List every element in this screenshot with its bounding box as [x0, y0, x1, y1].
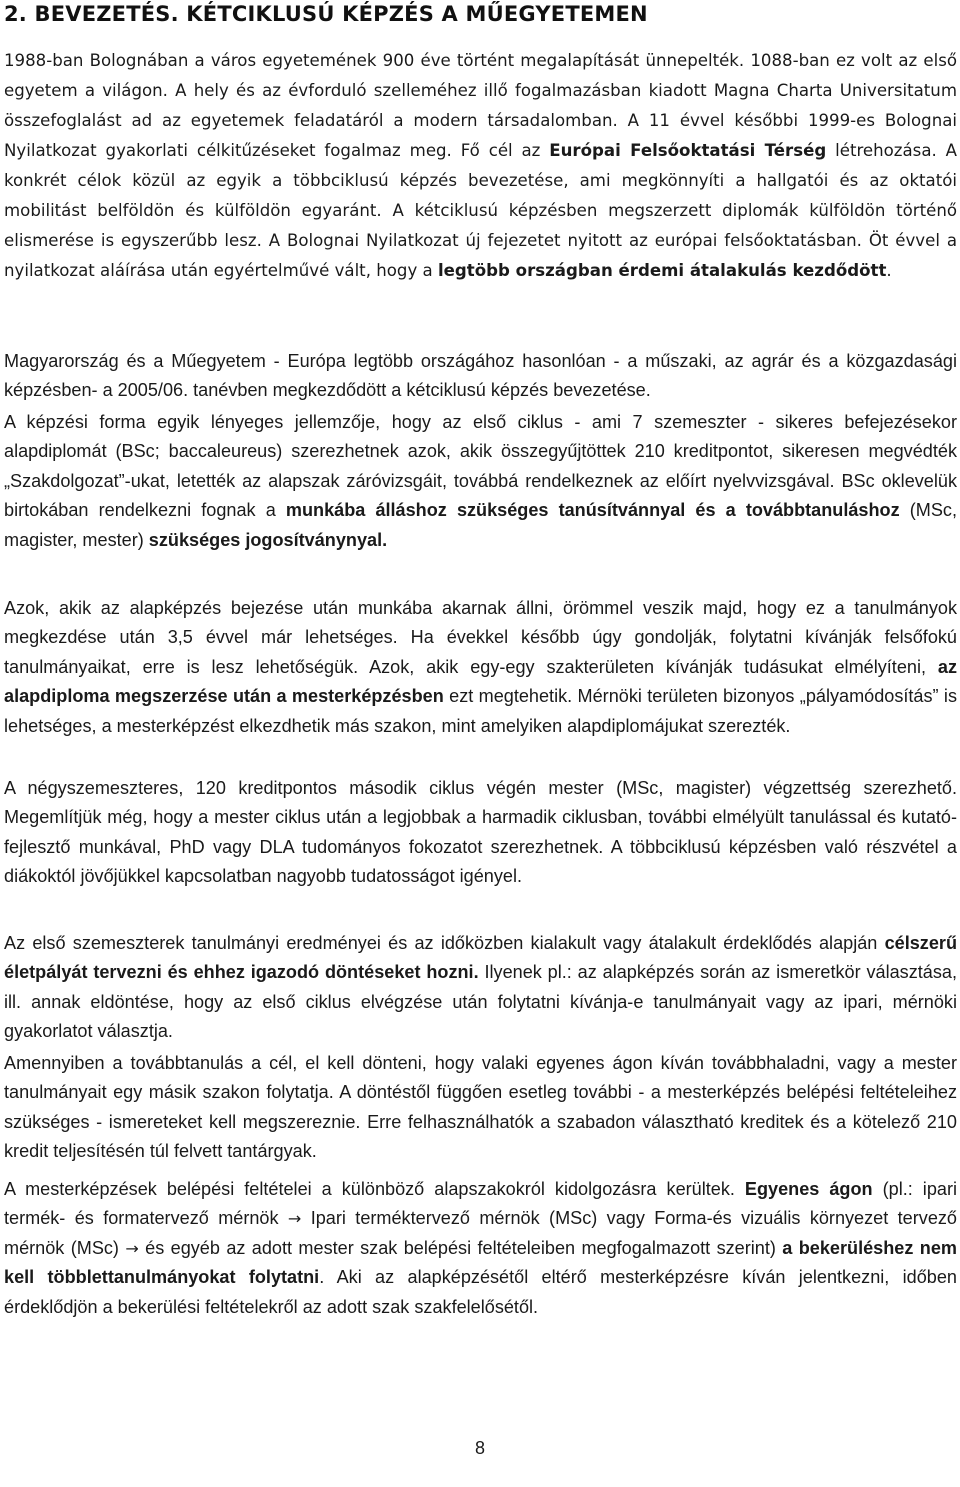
text-run: létrehozása. A konkrét célok közül az egyik a többciklusú képzés bevezetése, ami megkönnyíti a hallgatói és az oktatói mobilitást belföldön és külföldön egyaránt. A kétciklusú képzésben megszerzett diplomák külföldön történő elismerése is egyszerűbb lesz. A Bolognai Nyilatkozat új fejezetet nyitott az európai felsőoktatásban. Öt évvel a nyilatkozat aláírása után egyértelművé vált, hogy a [4, 141, 957, 280]
text-run: Magyarország és a Műegyetem - Európa legtöbb országához hasonlóan - a műszaki, az agrár és a közgazdasági képzésben- a 2005/06. tanévben megkezdődött a kétciklusú képzés bevezetése. [4, 351, 957, 401]
text-run: Ilyenek pl.: az alapképzés során az ismeretkör választása, ill. annak eldöntése, hogy az első ciklus elvégzése után folytatni kívánja-e tanulmányait vagy az ipari, mérnöki gyakorlatot választja. [4, 962, 958, 1042]
arrow-icon: → [125, 1238, 139, 1258]
text-run: . Aki az alapképzésétől eltérő mesterképzésre kíván jelentkezni, időben érdeklődjön a bekerülési feltételekről az adott szak szakfelelősétől. [4, 1267, 957, 1317]
bold-text: munkába álláshoz szükséges tanúsítvánnyal és a továbbtanuláshoz [285, 500, 900, 521]
paragraph-second-cycle [4, 774, 957, 892]
paragraph-career-planning [4, 929, 957, 1047]
text-run: A négyszemeszteres, 120 kreditpontos második ciklus végén mester (MSc, magister) végzettség szerezhető. Megemlítjük még, hogy a mester ciklus után a legjobbak a harmadik ciklusban, további elmélyült tanulással és kutató-fejlesztő munkával, PhD vagy DLA tudományos fokozatot szerezhetnek. A többciklusú képzésben való részvétel a diákoktól jövőjükkel kapcsolatban nagyobb tudatosságot igényel. [4, 778, 957, 887]
text-run: A képzési forma egyik lényeges jellemzője, hogy az első ciklus - ami 7 szemeszter - sikeres befejezésekor alapdiplomát (BSc; baccaleureus) szerezhetnek azok, akik összegyűjtöttek 210 kreditpontot, sikeresen megvédték „Szakdolgozat”-ukat, letették az alapszak záróvizsgáit, továbbá rendelkeznek az előírt nyelvvizsgával. BSc oklevelük birtokában rendelkezni fognak a [4, 412, 957, 521]
text-run: Az első szemeszterek tanulmányi eredményei és az időközben kialakult vagy átalakult érdeklődés alapján [4, 933, 885, 953]
paragraph-entry-requirements [4, 1175, 957, 1322]
arrow-icon: → [287, 1209, 302, 1229]
text-run: Ipari terméktervező mérnök (MSc) vagy Forma-és vizuális környezet tervező mérnök (MSc) [4, 1208, 957, 1258]
text-run: A mesterképzések belépési feltételei a különböző alapszakokról kidolgozásra kerültek. [4, 1179, 745, 1199]
text-run: (pl.: ipari termék- és formatervező mérnök [4, 1179, 957, 1229]
text-run: . [886, 261, 892, 280]
text-run: 1988-ban Bolognában a város egyetemének 900 éve történt megalapítását ünnepelték. 1088-ban ez volt az első egyetem a világon. A hely és az évforduló szelleméhez illő fogalmazásban kiadott Magna Charta Universitatum összefoglalást ad az egyetemek feladatáról a modern társadalomban. A 11 évvel későbbi 1999-es Bolognai Nyilatkozat gyakorlati célkitűzéseket fogalmaz meg. Fő cél az [4, 51, 957, 160]
bold-text: az alapdiploma megszerzése után a mesterképzésben [4, 656, 957, 707]
bold-text: célszerű életpályát tervezni és ehhez igazodó döntéseket hozni. [4, 933, 957, 983]
paragraph-bologna [4, 46, 957, 286]
bold-text: szükséges jogosítványnyal. [148, 529, 388, 550]
text-run: Azok, akik az alapképzés bejezése után munkába akarnak állni, örömmel veszik majd, hogy ez a tanulmányok megkezdése után 3,5 évvel már lehetséges. Ha évekkel később úgy gondolják, folytatni kívánják felsőfokú tanulmányaikat, erre is lesz lehetőségük. Azok, akik egy-egy szakterületen kívánják tudásukat elmélyíteni, [4, 598, 957, 677]
paragraph-hungary [4, 347, 957, 406]
paragraph-first-cycle [4, 408, 957, 555]
bold-text: a bekerüléshez nem kell többlettanulmányokat folytatni [4, 1237, 957, 1288]
text-run: (MSc, magister, mester) [4, 500, 957, 550]
bold-text: Egyenes ágon [744, 1179, 873, 1199]
page-number: 8 [474, 1438, 485, 1458]
text-run: ezt megtehetik. Mérnöki területen bizonyos „pályamódosítás” is lehetséges, a mesterképzést elkezdhetik más szakon, mint amelyiken alapdiplomájukat szerezték. [4, 686, 957, 736]
bold-text: legtöbb országban érdemi átalakulás kezdődött [437, 261, 887, 280]
paragraph-further-study [4, 1049, 957, 1167]
paragraph-bsc-options [4, 594, 957, 741]
section-heading: 2. BEVEZETÉS. KÉTCIKLUSÚ KÉPZÉS A MŰEGYETEMEN [4, 2, 648, 26]
bold-text: Európai Felsőoktatási Térség [549, 141, 827, 160]
text-run: és egyéb az adott mester szak belépési feltételeiben megfogalmazott szerint) [138, 1237, 783, 1258]
text-run: Amennyiben a továbbtanulás a cél, el kell dönteni, hogy valaki egyenes ágon kíván továbbhaladni, vagy a mester tanulmányait egy másik szakon folytatja. A döntéstől függően esetleg további - a mesterképzés belépési feltételeihez szükséges - ismereteket kell megszereznie. Erre felhasználhatók a szabadon választható kreditek és a kötelező 210 kredit teljesítésén túl felvett tantárgyak. [4, 1053, 957, 1162]
